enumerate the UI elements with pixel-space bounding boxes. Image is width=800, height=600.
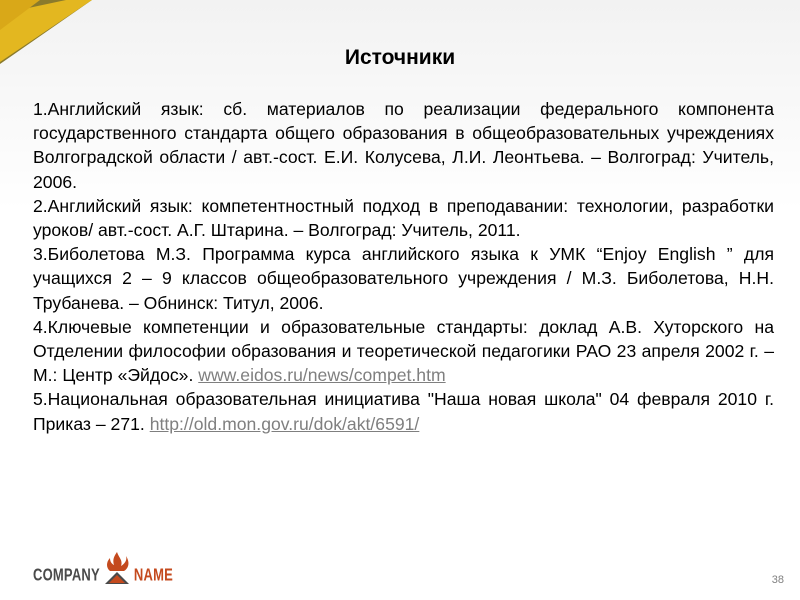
company-logo <box>33 548 173 586</box>
source-item-text: 3.Биболетова М.З. Программа курса английского языка к УМК “Enjoy English ” для учащихся 2 – 9 классов общеобразовательного учреждения / М.З. Биболетова, Н.Н. Трубанева. – Обнинск: Титул, 2006. <box>33 244 774 313</box>
source-item-1 <box>33 97 774 194</box>
source-item-4 <box>33 315 774 388</box>
slide-title: Источники <box>344 46 456 69</box>
source-link-mon[interactable]: http://old.mon.gov.ru/dok/akt/6591/ <box>149 413 420 434</box>
source-link-eidos[interactable]: www.eidos.ru/news/compet.htm <box>198 365 446 386</box>
source-item-2 <box>33 194 774 242</box>
logo-word-name: NAME <box>133 564 173 585</box>
source-item-text: 2.Английский язык: компетентностный подход в преподавании: технологии, разработки уроков/ авт.-сост. А.Г. Штарина. – Волгоград: Учитель, 2011. <box>33 195 774 241</box>
source-item-text: 1.Английский язык: сб. материалов по реализации федерального компонента государственного стандарта общего образования в общеобразовательных учреждениях Волгоградской области / авт.-сост. Е.И. Колусева, Л.И. Леонтьева. – Волгоград: Учитель, 2006. <box>33 99 774 192</box>
page-number: 38 <box>771 574 784 586</box>
source-item-text: 4.Ключевые компетенции и образовательные стандарты: доклад А.В. Хуторского на Отделении философии образования и теоретической педагогики РАО 23 апреля 2002 г. – М.: Центр «Эйдос». <box>33 316 774 386</box>
source-item-text: 5.Национальная образовательная инициатива "Наша новая школа" 04 февраля 2010 г. Приказ – 271. <box>33 389 774 434</box>
sources-list <box>33 97 774 436</box>
logo-word-company: COMPANY <box>33 564 100 585</box>
flame-triangle-icon <box>102 550 132 586</box>
source-item-3 <box>33 242 774 315</box>
source-item-5 <box>33 387 774 435</box>
